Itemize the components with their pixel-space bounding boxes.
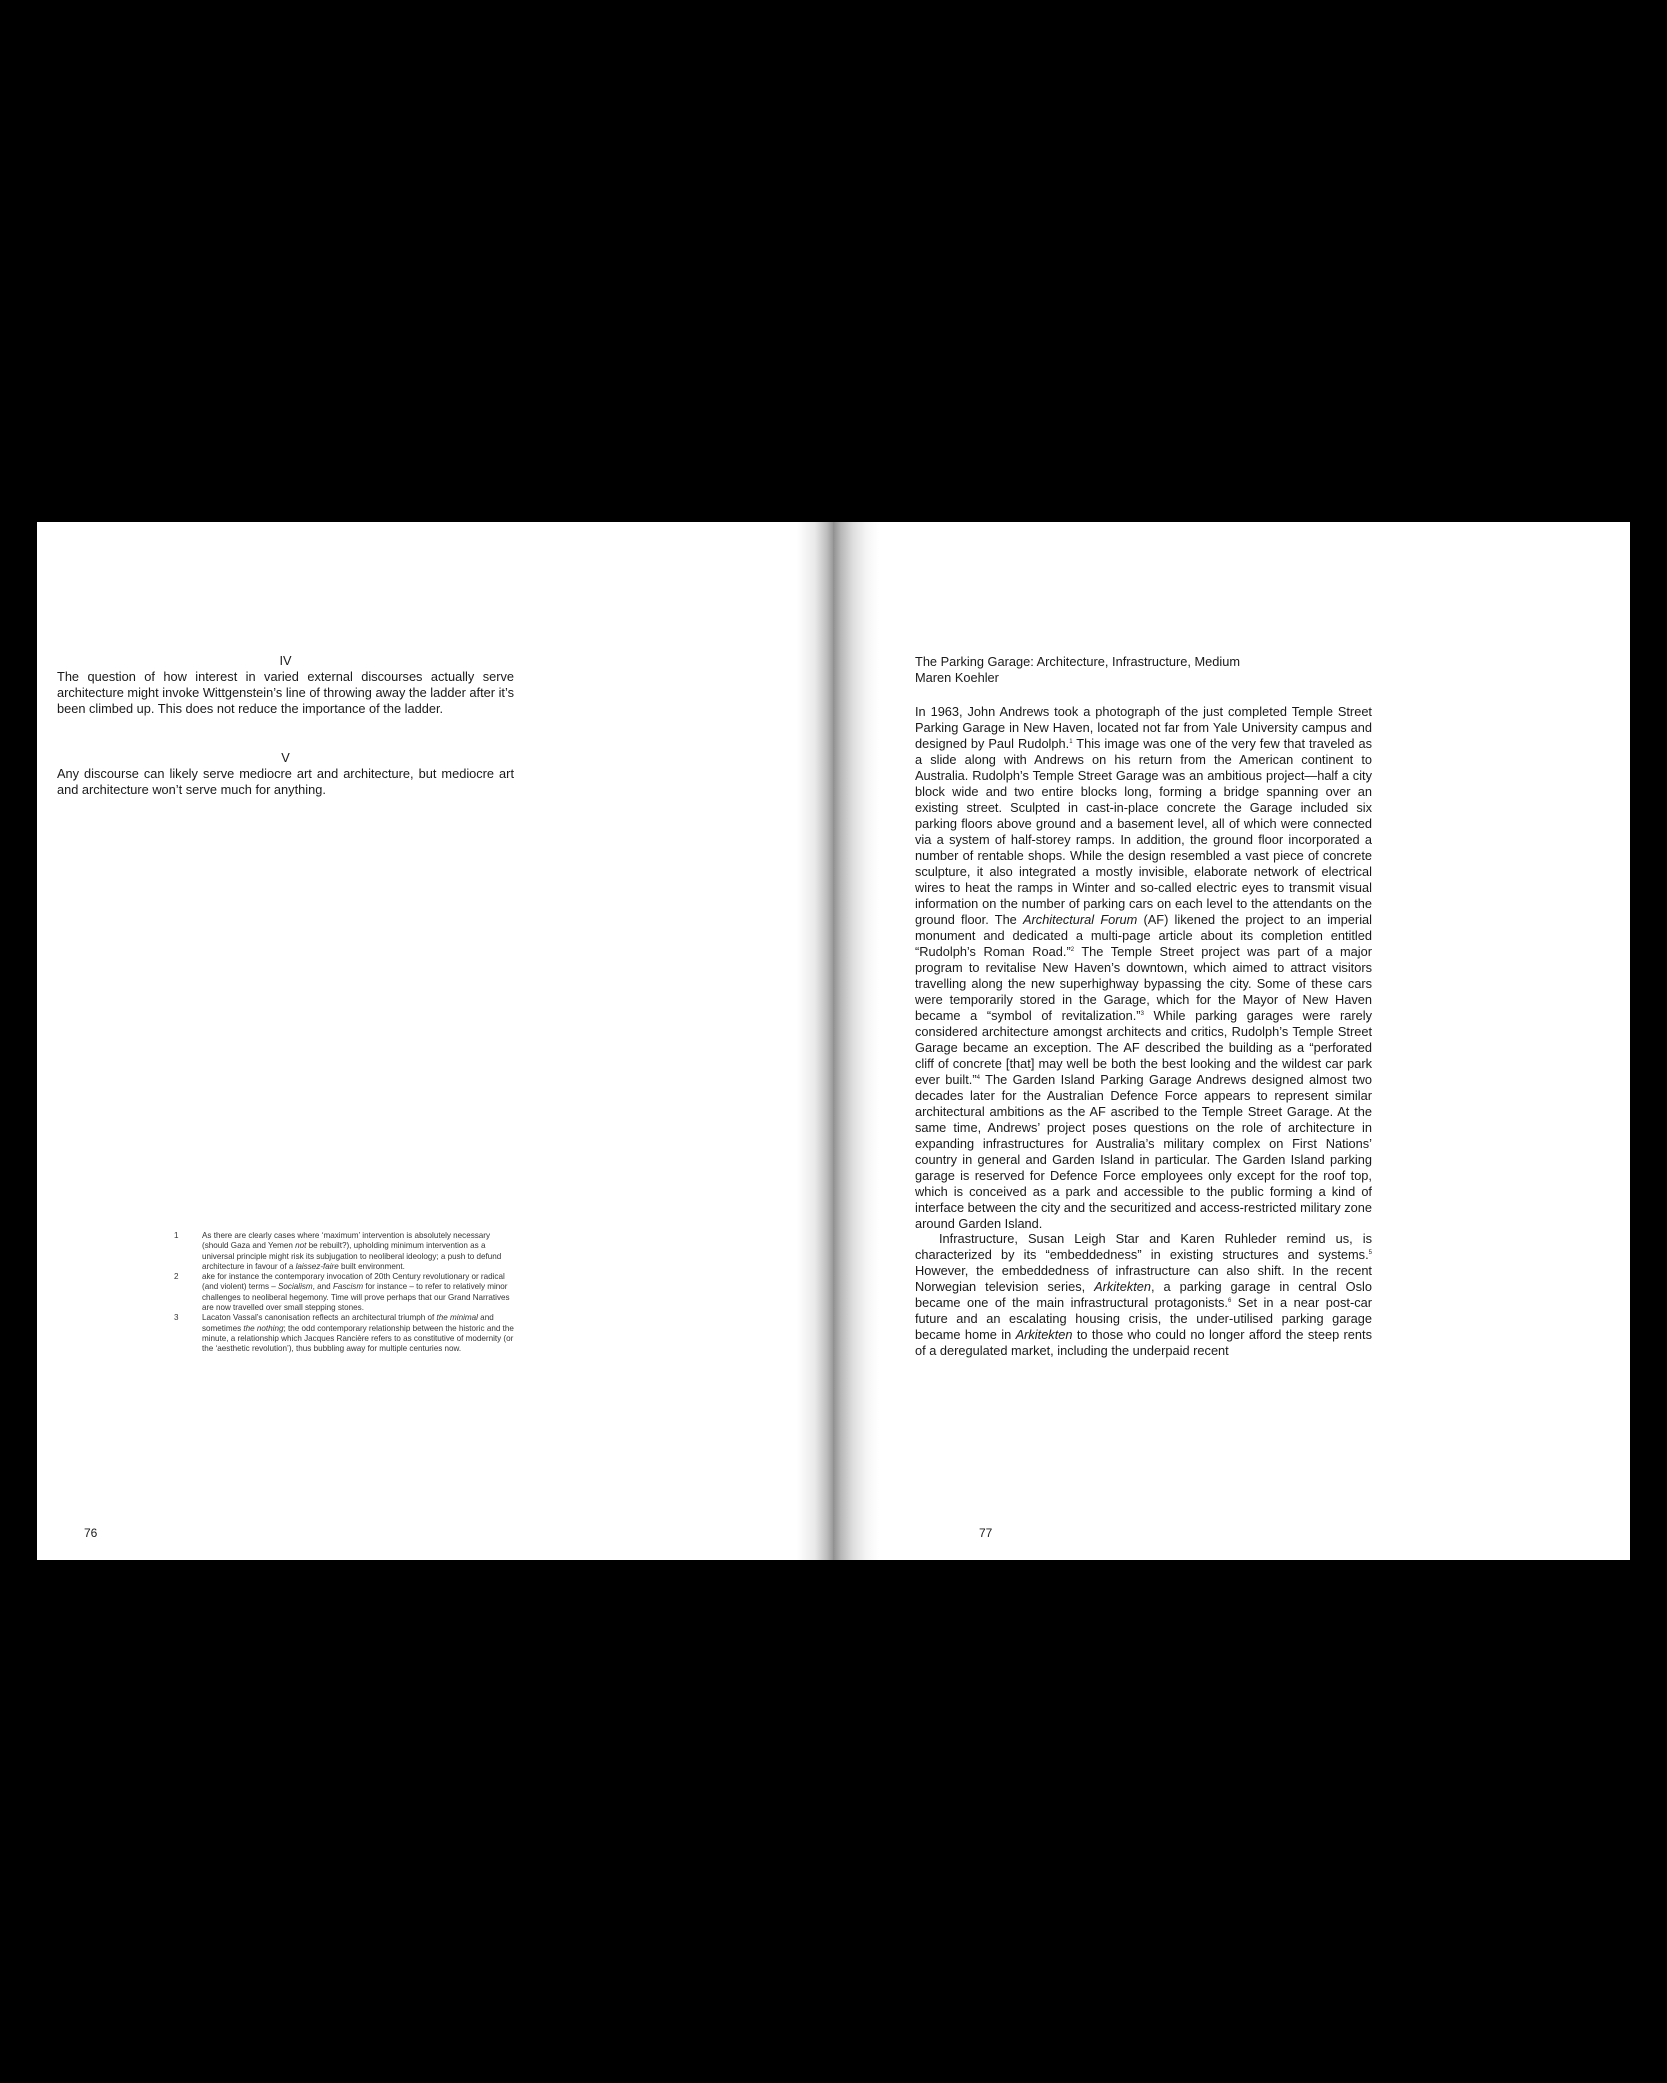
- section-numeral-iv: IV: [279, 653, 292, 668]
- footnote-ref: 2: [1070, 946, 1075, 953]
- article-header: [915, 654, 1375, 686]
- footnote-3: 3 Lacaton Vassal’s canonisation reflects an architectural triumph of the minimal and sometimes the nothing; the odd contemporary relationship between the historic and the minute, a relationship which Jacques Rancière refers to as constitutive of modernity (or the ‘aesthetic revolution’), thus bubbling away for multiple centuries now.: [174, 1313, 514, 1354]
- footnote-ref: 6: [1227, 1298, 1232, 1305]
- right-page: [833, 522, 1630, 1560]
- article-body: [915, 704, 1372, 1359]
- footnote-ref: 3: [1140, 1010, 1144, 1017]
- footnote-number: 2: [174, 1272, 179, 1282]
- article-author: Maren Koehler: [915, 670, 999, 685]
- article-title: The Parking Garage: Architecture, Infrastructure, Medium: [915, 654, 1241, 669]
- section-v-text: Any discourse can likely serve mediocre art and architecture, but mediocre art and architecture won’t serve much for anything.: [57, 766, 514, 797]
- footnote-number: 3: [174, 1313, 179, 1323]
- footnotes: [174, 1231, 514, 1355]
- paragraph-1: In 1963, John Andrews took a photograph of the just completed Temple Street Parking Garage in New Haven, located not far from Yale University campus and designed by Paul Rudolph.$^1$ This image was one of the very few that traveled as a slide along with Andrews on his return from the American continent to Australia. Rudolph’s Temple Street Garage was an ambitious project—half a city block wide and two entire blocks long, forming a bridge spanning over an existing street. Sculpted in cast-in-place concrete the Garage included six parking floors above ground and a basement level, all of which were connected via a system of half-storey ramps. In addition, the ground floor incorporated a number of rentable shops. While the design resembled a vast piece of concrete sculpture, it also integrated a mostly invisible, elaborate network of electrical wires to heat the ramps in Winter and so-called electric eyes to transmit visual information on the number of parking cars on each level to the attendants on the ground floor. The Architectural Forum (AF) likened the project to an imperial monument and dedicated a multi-page article about its completion entitled “Rudolph’s Roman Road.”$^2$ The Temple Street project was part of a major program to revitalise New Haven’s downtown, which aimed to attract visitors travelling along the new superhighway bypassing the city. Some of these cars were temporarily stored in the Garage, which for the Mayor of New Haven became a “symbol of revitalization.”$^3$ While parking garages were rarely considered architecture amongst architects and critics, Rudolph’s Temple Street Garage became an exception. The AF described the building as a “perforated cliff of concrete [that] may well be both the best looking and the wildest car park ever built.”$^4$ The Garden Island Parking Garage Andrews designed almost two decades later for the Australian Defence Force appears to represent similar architectural ambitions as the AF ascribed to the Temple Street Garage. At the same time, Andrews’ project poses questions on the role of architecture in expanding infrastructures for Australia’s military complex on First Nations’ country in general and Garden Island in particular. The Garden Island parking garage is reserved for Defence Force employees only except for the roof top, which is conceived as a park and accessible to the public forming a kind of interface between the city and the securitized and access-restricted military zone around Garden Island.: [915, 704, 1372, 1231]
- section-numeral-v: V: [281, 750, 290, 765]
- page-number-right: 77: [979, 1526, 993, 1540]
- footnote-1: 1 As there are clearly cases where ‘maximum’ intervention is absolutely necessary (should Gaza and Yemen not be rebuilt?), upholding minimum intervention as a universal principle might risk its subjugation to neoliberal ideology; a push to defund architecture in favour of a laissez-faire built environment.: [174, 1231, 502, 1271]
- paragraph-2: Infrastructure, Susan Leigh Star and Karen Ruhleder remind us, is characterized by its “embeddedness” in existing structures and systems.$^5$ However, the embeddedness of infrastructure can also shift. In the recent Norwegian television series, Arkitekten, a parking garage in central Oslo became one of the main infrastructural protagonists.$^6$ Set in a near post-car future and an escalating housing crisis, the under-utilised parking garage became home in Arkitekten to those who could no longer afford the steep rents of a deregulated market, including the underpaid recent: [915, 1231, 1372, 1359]
- footnote-number: 1: [174, 1231, 179, 1240]
- section-iv-text: The question of how interest in varied external discourses actually serve architecture might invoke Wittgenstein’s line of throwing away the ladder after it’s been climbed up. This does not reduce the importance of the ladder.: [57, 669, 514, 716]
- footnote-ref: 1: [1069, 738, 1073, 745]
- footnote-ref: 5: [1368, 1250, 1372, 1257]
- footnote-2: 2 ake for instance the contemporary invocation of 20th Century revolutionary or radical (and violent) terms – Socialism, and Fascism for instance – to refer to relatively minor challenges to neoliberal hegemony. Time will prove perhaps that our Grand Narratives are now travelled over small stepping stones.: [174, 1272, 510, 1313]
- book-spread: [37, 522, 1630, 1560]
- left-page: [37, 522, 833, 1560]
- page-number-left: 76: [84, 1526, 98, 1540]
- footnote-ref: 4: [976, 1074, 980, 1081]
